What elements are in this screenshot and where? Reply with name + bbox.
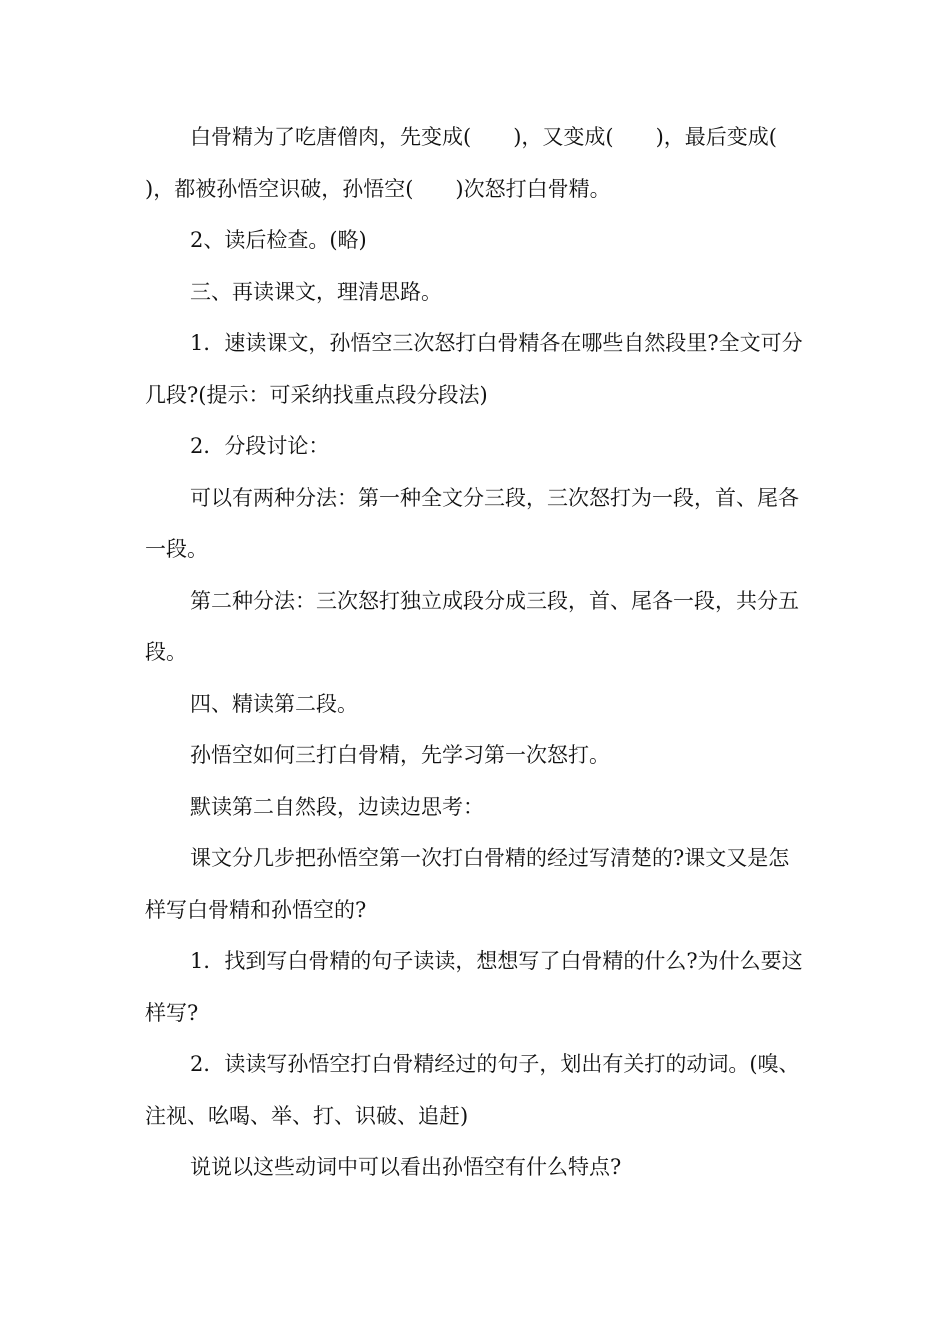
paragraph-character-question: 说说以这些动词中可以看出孙悟空有什么特点? [190,1155,622,1179]
paragraph-segment-discussion: 2．分段讨论： [190,434,330,458]
paragraph-blank-fill-question: 白骨精为了吃唐僧肉，先变成( )，又变成( )，最后变成( )，都被孙悟空识破，孙悟空( )次怒打白骨精。 [145,125,819,201]
section-heading-reread: 三、再读课文，理清思路。 [190,279,442,304]
paragraph-find-sentences-task: 1．找到写白骨精的句子读读，想想写了白骨精的什么?为什么要这样写? [145,949,803,1025]
paragraph-first-fight-intro: 孙悟空如何三打白骨精，先学习第一次怒打。 [190,743,610,767]
paragraph-first-division-method: 可以有两种分法：第一种全文分三段，三次怒打为一段，首、尾各一段。 [145,485,799,561]
paragraph-check-after-reading: 2、读后检查。(略) [190,228,367,252]
paragraph-steps-question: 课文分几步把孙悟空第一次打白骨精的经过写清楚的?课文又是怎样写白骨精和孙悟空的? [145,846,790,922]
document-body [145,112,819,1194]
paragraph-speed-read-task: 1．速读课文，孙悟空三次怒打白骨精各在哪些自然段里?全文可分几段?(提示：可采纳找重点段分段法) [145,331,803,407]
section-heading-close-reading: 四、精读第二段。 [190,691,358,716]
paragraph-second-division-method: 第二种分法：三次怒打独立成段分成三段，首、尾各一段，共分五段。 [145,588,799,664]
paragraph-silent-reading: 默读第二自然段，边读边思考： [190,794,484,819]
paragraph-verbs-task: 2．读读写孙悟空打白骨精经过的句子，划出有关打的动词。(嗅、注视、吆喝、举、打、识破、追赶) [145,1052,800,1128]
